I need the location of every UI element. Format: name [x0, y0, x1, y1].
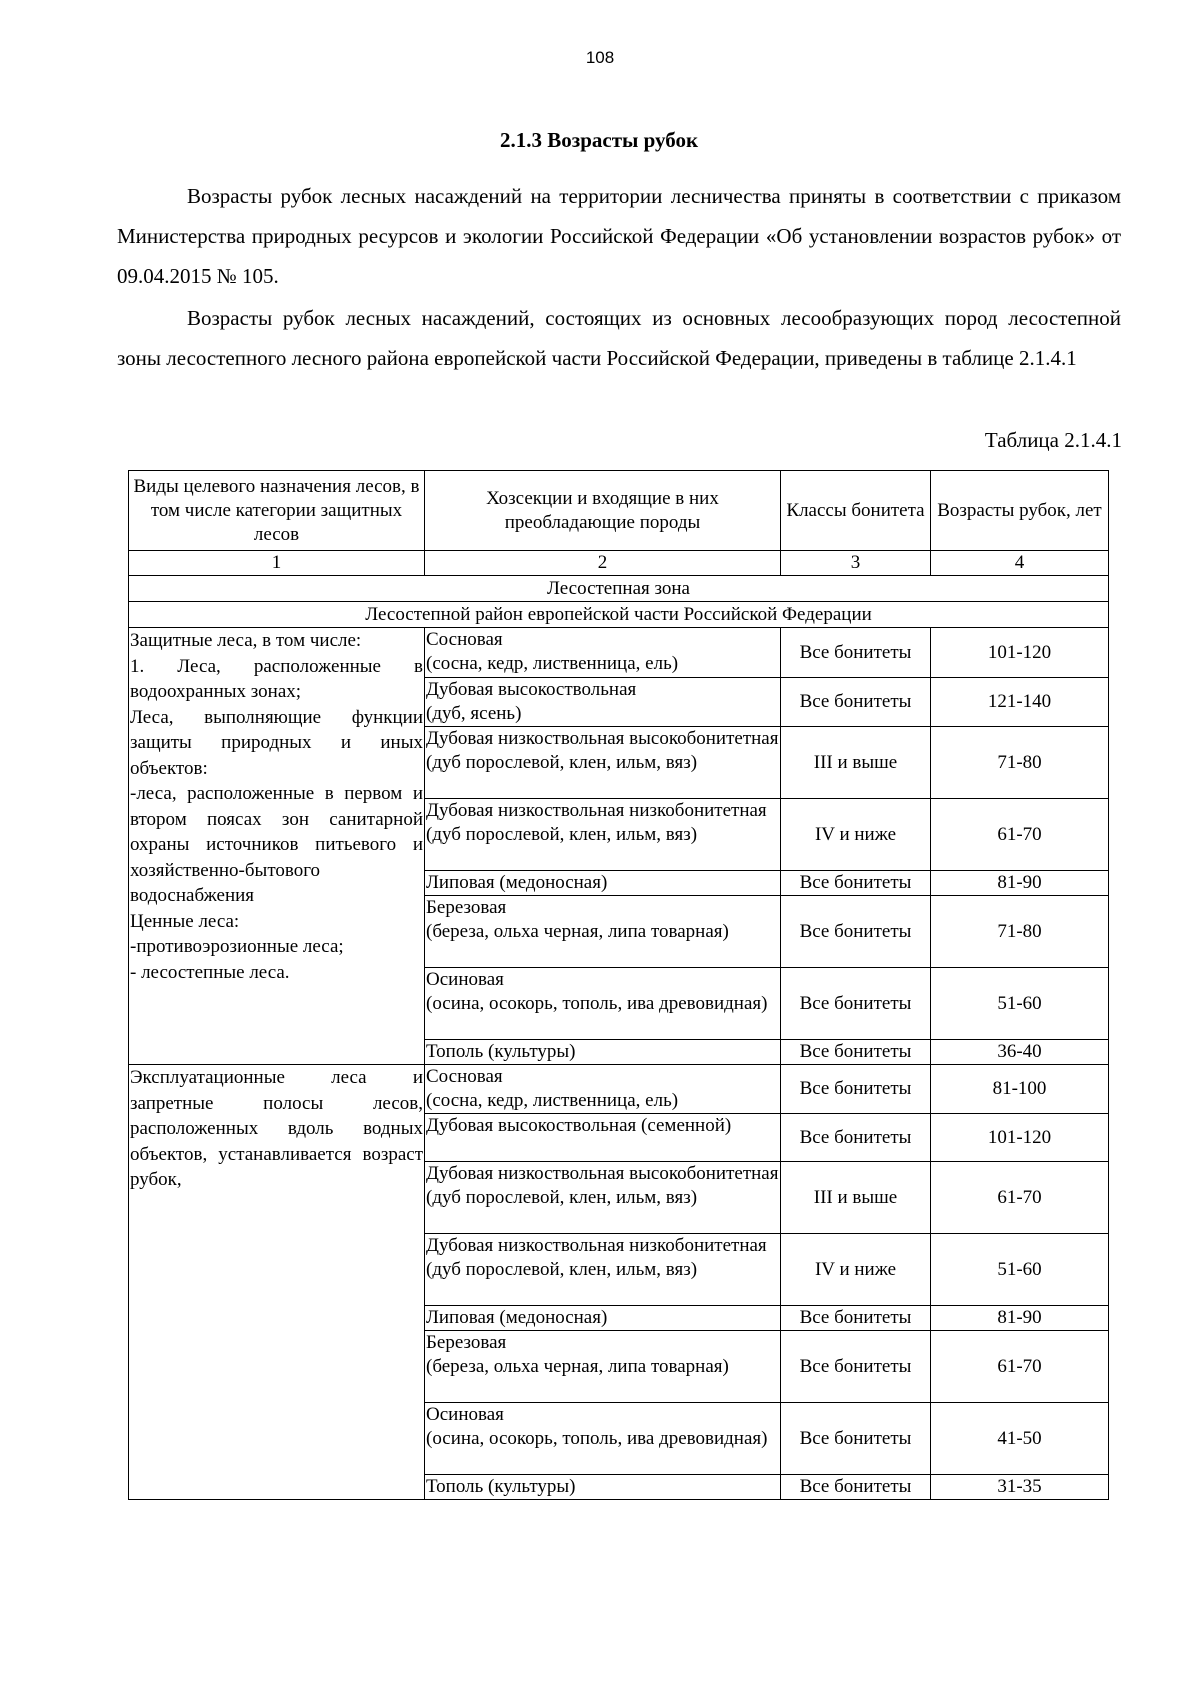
species-name: Тополь (культуры): [426, 1041, 576, 1062]
cutting-age-cell: 61-70: [931, 1331, 1109, 1403]
species-name: Дубовая низкоствольная высокобонитетная: [426, 728, 779, 749]
header-cell: Классы бонитета: [781, 471, 931, 551]
site-class-cell: Все бонитеты: [781, 1040, 931, 1065]
category-line: -противоэрозионные леса;: [130, 936, 344, 957]
table-row: [129, 1065, 1109, 1114]
species-name: Дубовая низкоствольная высокобонитетная: [426, 1163, 779, 1184]
cutting-age-table: [128, 470, 1109, 1500]
species-cell: [425, 1234, 781, 1306]
species-cell: [425, 1114, 781, 1162]
cutting-age-cell: 101-120: [931, 628, 1109, 678]
cutting-age-cell: 121-140: [931, 678, 1109, 727]
table-row: [129, 628, 1109, 678]
zone-row: [129, 576, 1109, 602]
species-name: Дубовая высокоствольная: [426, 679, 637, 700]
species-detail: (дуб порослевой, клен, ильм, вяз): [426, 752, 698, 773]
species-name: Липовая (медоносная): [426, 872, 608, 893]
species-name: Липовая (медоносная): [426, 1307, 608, 1328]
category-line: Леса, выполняющие функции защиты природных и иных объектов:: [130, 706, 423, 779]
cutting-age-cell: 36-40: [931, 1040, 1109, 1065]
species-detail: (дуб, ясень): [426, 703, 522, 724]
species-name: Сосновая: [426, 629, 503, 650]
paragraph-2: Возрасты рубок лесных насаждений, состоящих из основных лесообразующих пород лесостепной зоны лесостепного лесного района европейской части Российской Федерации, приведены в таблице 2.1.4.1: [117, 306, 1121, 370]
site-class-cell: Все бонитеты: [781, 1065, 931, 1114]
site-class-cell: IV и ниже: [781, 799, 931, 871]
column-number: 1: [129, 551, 425, 576]
species-name: Осиновая: [426, 969, 504, 990]
site-class-cell: III и выше: [781, 1162, 931, 1234]
cutting-age-cell: 31-35: [931, 1475, 1109, 1500]
column-number: 3: [781, 551, 931, 576]
species-name: Тополь (культуры): [426, 1476, 576, 1497]
category-cell: [129, 1065, 425, 1500]
species-detail: (осина, осокорь, тополь, ива древовидная): [426, 993, 768, 1014]
column-number: 2: [425, 551, 781, 576]
species-cell: [425, 1162, 781, 1234]
species-cell: [425, 727, 781, 799]
column-number-row: [129, 551, 1109, 576]
species-detail: (береза, ольха черная, липа товарная): [426, 921, 729, 942]
species-cell: [425, 871, 781, 896]
page-number: 108: [585, 48, 615, 67]
species-cell: [425, 1403, 781, 1475]
site-class-cell: Все бонитеты: [781, 968, 931, 1040]
site-class-cell: Все бонитеты: [781, 896, 931, 968]
site-class-cell: Все бонитеты: [781, 871, 931, 896]
species-cell: [425, 1065, 781, 1114]
species-cell: [425, 1331, 781, 1403]
header-row: [129, 471, 1109, 551]
cutting-age-cell: 61-70: [931, 1162, 1109, 1234]
site-class-cell: Все бонитеты: [781, 1475, 931, 1500]
site-class-cell: IV и ниже: [781, 1234, 931, 1306]
site-class-cell: Все бонитеты: [781, 1403, 931, 1475]
species-name: Дубовая высокоствольная (семенной): [426, 1115, 732, 1136]
species-detail: (сосна, кедр, лиственница, ель): [426, 653, 679, 674]
region-cell: Лесостепной район европейской части Российской Федерации: [129, 602, 1109, 628]
species-name: Дубовая низкоствольная низкобонитетная: [426, 800, 767, 821]
species-detail: (дуб порослевой, клен, ильм, вяз): [426, 1259, 698, 1280]
species-detail: (дуб порослевой, клен, ильм, вяз): [426, 1187, 698, 1208]
site-class-cell: Все бонитеты: [781, 628, 931, 678]
species-name: Березовая: [426, 1332, 507, 1353]
site-class-cell: Все бонитеты: [781, 1331, 931, 1403]
region-row: [129, 602, 1109, 628]
species-name: Березовая: [426, 897, 507, 918]
category-line: Защитные леса, в том числе:: [130, 630, 362, 651]
species-cell: [425, 628, 781, 678]
species-cell: [425, 1040, 781, 1065]
species-cell: [425, 1475, 781, 1500]
category-cell: [129, 628, 425, 1065]
site-class-cell: Все бонитеты: [781, 1114, 931, 1162]
category-line: Эксплуатационные леса и запретные полосы лесов, расположенных вдоль водных объектов, устанавливается возраст рубок,: [130, 1067, 423, 1190]
cutting-age-cell: 71-80: [931, 896, 1109, 968]
species-cell: [425, 799, 781, 871]
cutting-age-cell: 81-90: [931, 1306, 1109, 1331]
cutting-age-cell: 51-60: [931, 968, 1109, 1040]
cutting-age-cell: 51-60: [931, 1234, 1109, 1306]
species-detail: (береза, ольха черная, липа товарная): [426, 1356, 729, 1377]
header-cell: Возрасты рубок, лет: [931, 471, 1109, 551]
species-name: Сосновая: [426, 1066, 503, 1087]
cutting-age-cell: 61-70: [931, 799, 1109, 871]
species-detail: (дуб порослевой, клен, ильм, вяз): [426, 824, 698, 845]
zone-cell: Лесостепная зона: [129, 576, 1109, 602]
cutting-age-cell: 81-90: [931, 871, 1109, 896]
species-detail: (осина, осокорь, тополь, ива древовидная): [426, 1428, 768, 1449]
site-class-cell: III и выше: [781, 727, 931, 799]
column-number: 4: [931, 551, 1109, 576]
section-heading: 2.1.3 Возрасты рубок: [500, 128, 699, 152]
cutting-age-cell: 101-120: [931, 1114, 1109, 1162]
site-class-cell: Все бонитеты: [781, 1306, 931, 1331]
species-cell: [425, 896, 781, 968]
header-cell: Виды целевого назначения лесов, в том числе категории защитных лесов: [129, 471, 425, 551]
paragraph-1: Возрасты рубок лесных насаждений на территории лесничества приняты в соответствии с приказом Министерства природных ресурсов и экологии Российской Федерации «Об установлении возрастов рубок» от 09.04.2015 № 105.: [117, 184, 1121, 288]
site-class-cell: Все бонитеты: [781, 678, 931, 727]
species-cell: [425, 1306, 781, 1331]
header-cell: Хозсекции и входящие в них преобладающие породы: [425, 471, 781, 551]
species-detail: (сосна, кедр, лиственница, ель): [426, 1090, 679, 1111]
cutting-age-cell: 41-50: [931, 1403, 1109, 1475]
category-line: Ценные леса:: [130, 910, 240, 932]
species-cell: [425, 968, 781, 1040]
species-name: Осиновая: [426, 1404, 504, 1425]
species-name: Дубовая низкоствольная низкобонитетная: [426, 1235, 767, 1256]
table-body: [129, 628, 1109, 1500]
category-line: 1. Леса, расположенные в водоохранных зонах;: [130, 655, 423, 702]
cutting-age-cell: 71-80: [931, 727, 1109, 799]
cutting-age-cell: 81-100: [931, 1065, 1109, 1114]
species-cell: [425, 678, 781, 727]
category-line: -леса, расположенные в первом и втором поясах зон санитарной охраны источников питьевого и хозяйственно-бытового водоснабжения: [130, 783, 423, 906]
category-line: - лесостепные леса.: [130, 961, 290, 983]
table-caption: Таблица 2.1.4.1: [984, 428, 1122, 452]
